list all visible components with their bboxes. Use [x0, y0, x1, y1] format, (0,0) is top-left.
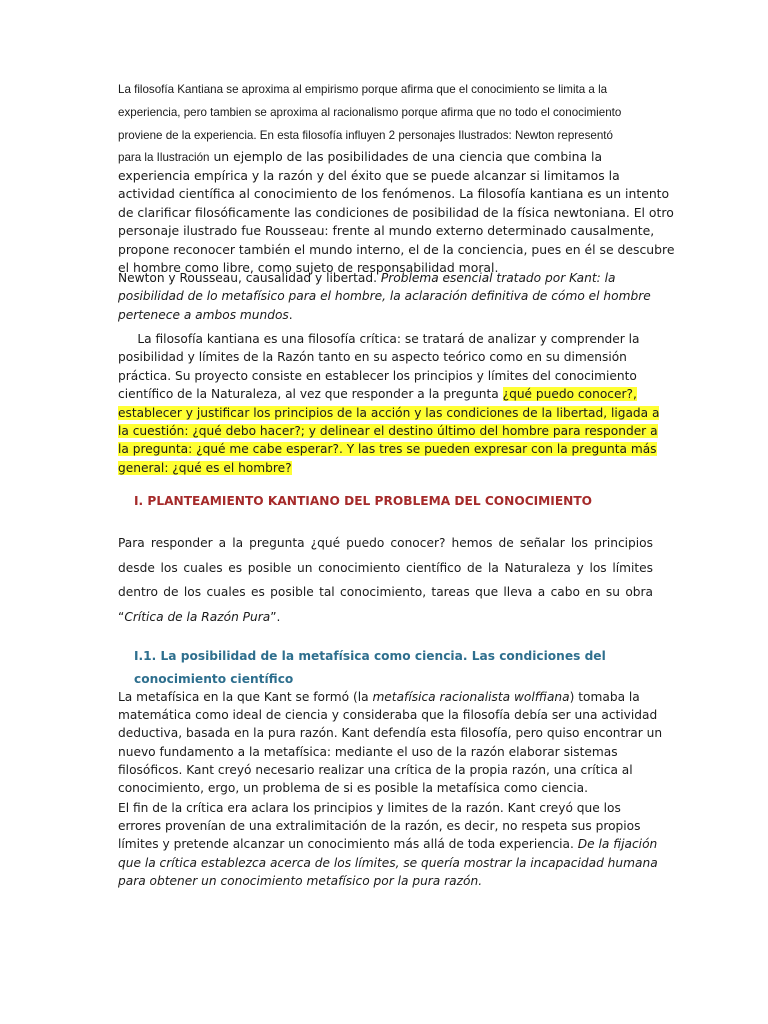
italic-span: pertenece a ambos mundos [118, 307, 289, 322]
text-line: desde los cuales es posible un conocimiento científico de la Naturaleza y los límites [118, 560, 653, 575]
text-line [118, 269, 653, 287]
paragraph-metaphysics [118, 688, 663, 797]
paragraph-critique-aim [118, 799, 658, 890]
text-line: propone reconocer también el mundo interno, el de la conciencia, pues en él se descubre [118, 241, 675, 257]
text-line [118, 287, 653, 305]
text-line: proviene de la experiencia. En esta filosofía influyen 2 personajes Ilustrados: Newton representó [118, 129, 613, 142]
subsection-heading [134, 645, 654, 691]
text-line: práctica. Su proyecto consiste en establecer los principios y límites del conocimiento [118, 368, 637, 383]
italic-span: para obtener un conocimiento metafísico por la pura razón. [118, 873, 483, 888]
text-span: un ejemplo de las posibilidades de una ciencia que combina la [209, 149, 603, 164]
text-span: ) tomaba la [569, 690, 640, 704]
italic-span: Problema esencial tratado por Kant: la [380, 271, 616, 285]
text-line: conocimiento, ergo, un problema de si es posible la metafísica como ciencia. [118, 781, 588, 796]
text-line [118, 688, 653, 706]
text-line: deductiva, basada en la pura razón. Kant defendía esta filosofía, pero quiso encontrar un [118, 726, 663, 741]
text-line: el hombre como libre, como sujeto de responsabilidad moral. [118, 260, 499, 276]
text-span: La metafísica en la que Kant se formó (la [118, 690, 373, 704]
italic-span: que la crítica establezca acerca de los límites, se quería mostrar la incapacidad humana [118, 855, 658, 870]
text-line: matemática como ideal de ciencia y consideraba que la filosofía debía ser una actividad [118, 708, 658, 723]
highlighted-text: la cuestión: ¿qué debo hacer?; y delinear el destino último del hombre para responder a [118, 424, 658, 439]
text-line: experiencia, pero tambien se aproxima al racionalismo porque afirma que no todo el conocimiento [118, 106, 622, 119]
text-line: nuevo fundamento a la metafísica: mediante el uso de la razón elaborar sistemas [118, 744, 618, 759]
text-line [118, 605, 653, 630]
paragraph-intro [118, 78, 675, 277]
text-span: . [288, 307, 293, 322]
text-line [118, 385, 653, 403]
text-line [118, 440, 657, 458]
text-line: experiencia empírica y la razón y del éxito que se puede alcanzar si limitamos la [118, 168, 620, 183]
text-span: científico de la Naturaleza, al vez que responder a la pregunta [118, 387, 503, 402]
heading-line: conocimiento científico [134, 672, 294, 686]
text-span: límites y pretende alcanzar un conocimiento más allá de toda experiencia. [118, 837, 578, 852]
section-heading: I. PLANTEAMIENTO KANTIANO DEL PROBLEMA DEL CONOCIMIENTO [134, 494, 593, 508]
text-line [118, 404, 660, 422]
text-line: posibilidad y límites de la Razón tanto en su aspecto teórico como en su dimensión [118, 350, 627, 365]
italic-span: De la fijación [577, 837, 658, 852]
paragraph-critical-philosophy [118, 330, 660, 477]
italic-span: posibilidad de lo metafísico para el hombre, la aclaración definitiva de cómo el hombre [118, 289, 651, 304]
text-line: dentro de los cuales es posible tal conocimiento, tareas que lleva a cabo en su obra [118, 585, 653, 599]
text-span: “ [118, 609, 125, 624]
heading-line: I.1. La posibilidad de la metafísica como ciencia. Las condiciones del [134, 649, 606, 663]
text-span: Newton y Rousseau, causalidad y libertad. [118, 271, 381, 285]
highlighted-text: establecer y justificar los principios de la acción y las condiciones de la libertad, ligada a [118, 405, 660, 420]
text-line [118, 835, 658, 853]
text-line: El fin de la crítica era aclara los principios y limites de la razón. Kant creyó que los [118, 801, 621, 815]
text-span: para la Ilustración [118, 151, 210, 164]
text-line [118, 422, 658, 440]
text-span: ”. [270, 609, 281, 624]
text-line: La filosofía Kantiana se aproxima al empirismo porque afirma que el conocimiento se limita a la [118, 83, 608, 96]
highlighted-text: general: ¿qué es el hombre? [118, 460, 292, 475]
text-line: filosóficos. Kant creyó necesario realizar una crítica de la propia razón, una crítica al [118, 762, 633, 777]
text-line [118, 854, 658, 872]
text-line [118, 872, 653, 890]
italic-span: metafísica racionalista wolffiana [372, 690, 570, 704]
text-line [118, 306, 653, 324]
text-line: Para responder a la pregunta ¿qué puedo conocer? hemos de señalar los principios [118, 536, 653, 550]
text-line [118, 459, 653, 477]
book-title: Crítica de la Razón Pura [124, 609, 271, 624]
text-line: de clarificar filosóficamente las condiciones de posibilidad de la física newtoniana. El otro [118, 204, 674, 220]
highlighted-text: la pregunta: ¿qué me cabe esperar?. Y las tres se pueden expresar con la pregunta más [118, 442, 657, 457]
paragraph-question [118, 531, 653, 629]
highlighted-text: ¿qué puedo conocer?, [502, 387, 637, 402]
text-line: actividad científica al conocimiento de los fenómenos. La filosofía kantiana es un intento [118, 186, 670, 202]
text-line: La filosofía kantiana es una filosofía crítica: se tratará de analizar y comprender la [118, 332, 640, 346]
text-line: personaje ilustrado fue Rousseau: frente al mundo externo determinado causalmente, [118, 223, 655, 239]
text-line: errores provenían de una extralimitación de la razón, es decir, no respeta sus propios [118, 819, 641, 834]
paragraph-newton-rousseau [118, 269, 653, 324]
text-line [118, 147, 653, 167]
